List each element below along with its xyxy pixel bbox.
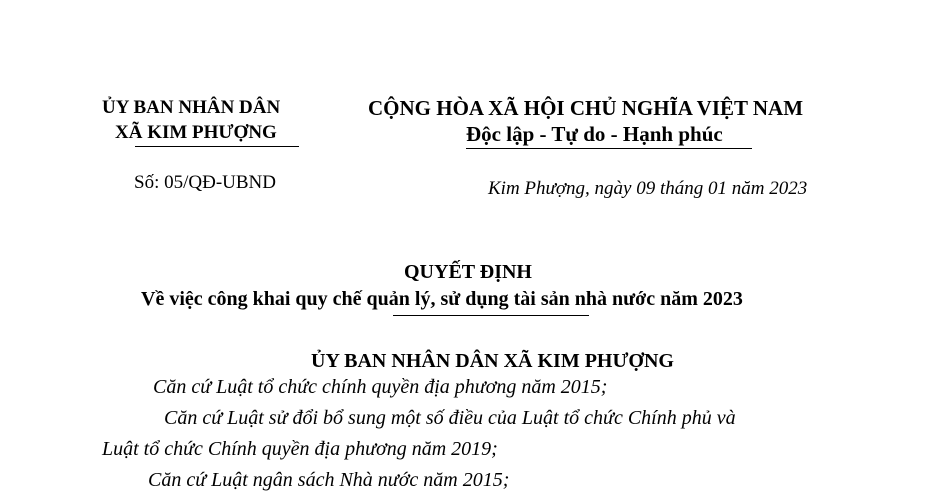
commune-underline	[135, 146, 299, 147]
issuing-authority: ỦY BAN NHÂN DÂN XÃ KIM PHƯỢNG	[311, 350, 674, 372]
decision-subject: Về việc công khai quy chế quản lý, sử dụng tài sản nhà nước năm 2023	[141, 288, 743, 310]
subject-underline	[393, 315, 589, 316]
motto-underline	[466, 148, 752, 149]
agency-name: ỦY BAN NHÂN DÂN	[102, 97, 281, 118]
legal-basis-3: Căn cứ Luật ngân sách Nhà nước năm 2015;	[148, 469, 510, 491]
national-motto: Độc lập - Tự do - Hạnh phúc	[466, 122, 723, 146]
place-and-date: Kim Phượng, ngày 09 tháng 01 năm 2023	[488, 178, 808, 199]
legal-basis-2-line2: Luật tổ chức Chính quyền địa phương năm 2019;	[102, 438, 498, 460]
legal-basis-1: Căn cứ Luật tổ chức chính quyền địa phương năm 2015;	[153, 376, 608, 398]
legal-basis-2-line1: Căn cứ Luật sử đổi bổ sung một số điều của Luật tổ chức Chính phủ và	[164, 407, 736, 429]
commune-name: XÃ KIM PHƯỢNG	[115, 122, 277, 143]
country-name: CỘNG HÒA XÃ HỘI CHỦ NGHĨA VIỆT NAM	[368, 96, 804, 120]
document-number: Số: 05/QĐ-UBND	[134, 172, 276, 193]
decision-heading: QUYẾT ĐỊNH	[404, 261, 532, 283]
